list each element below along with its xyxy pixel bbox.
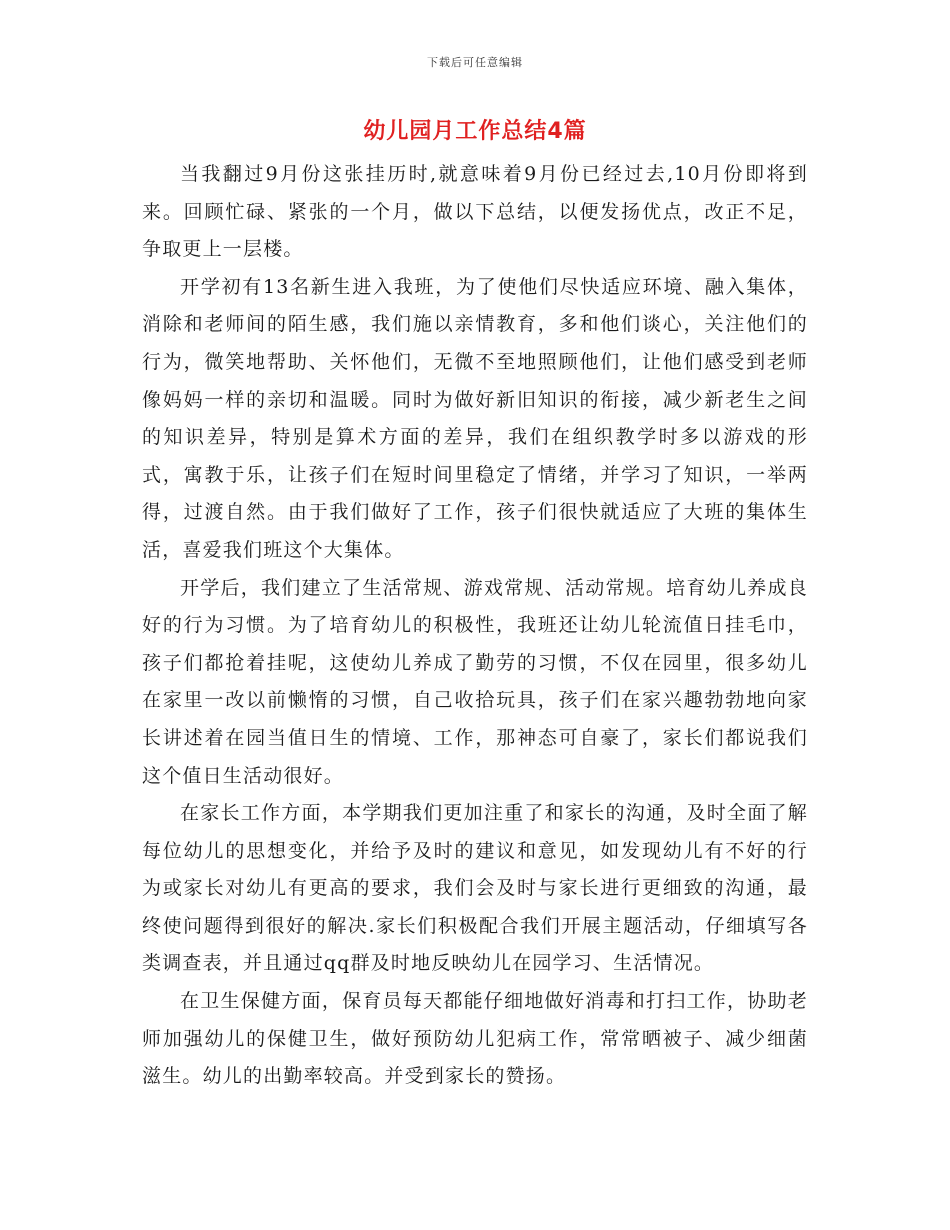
- paragraph-1: 当我翻过9月份这张挂历时,就意味着9月份已经过去,10月份即将到来。回顾忙碌、紧张的一个月，做以下总结，以便发扬优点，改正不足，争取更上一层楼。: [142, 163, 808, 261]
- paragraph-2: 开学初有13名新生进入我班，为了使他们尽快适应环境、融入集体，消除和老师间的陌生感，我们施以亲情教育，多和他们谈心，关注他们的行为，微笑地帮助、关怀他们，无微不至地照顾他们，让他们感受到老师像妈妈一样的亲切和温暖。同时为做好新旧知识的衔接，减少新老生之间的知识差异，特别是算术方面的差异，我们在组织教学时多以游戏的形式，寓教于乐，让孩子们在短时间里稳定了情绪，并学习了知识，一举两得，过渡自然。由于我们做好了工作，孩子们很快就适应了大班的集体生活，喜爱我们班这个大集体。: [142, 275, 808, 561]
- paragraph-3: 开学后，我们建立了生活常规、游戏常规、活动常规。培育幼儿养成良好的行为习惯。为了培育幼儿的积极性，我班还让幼儿轮流值日挂毛巾，孩子们都抢着挂呢，这使幼儿养成了勤劳的习惯，不仅在园里，很多幼儿在家里一改以前懒惰的习惯，自己收拾玩具，孩子们在家兴趣勃勃地向家长讲述着在园当值日生的情境、工作，那神态可自豪了，家长们都说我们这个值日生活动很好。: [142, 576, 808, 787]
- paragraph-5: 在卫生保健方面，保育员每天都能仔细地做好消毒和打扫工作，协助老师加强幼儿的保健卫生，做好预防幼儿犯病工作，常常晒被子、减少细菌滋生。幼儿的出勤率较高。并受到家长的赞扬。: [142, 990, 808, 1088]
- page-header-note: 下载后可任意编辑: [427, 56, 523, 69]
- document-title: 幼儿园月工作总结4篇: [363, 119, 587, 144]
- document-body: [142, 156, 808, 1096]
- paragraph-4: 在家长工作方面，本学期我们更加注重了和家长的沟通，及时全面了解每位幼儿的思想变化，并给予及时的建议和意见，如发现幼儿有不好的行为或家长对幼儿有更高的要求，我们会及时与家长进行更细致的沟通，最终使问题得到很好的解决.家长们积极配合我们开展主题活动，仔细填写各类调查表，并且通过qq群及时地反映幼儿在园学习、生活情况。: [142, 802, 808, 975]
